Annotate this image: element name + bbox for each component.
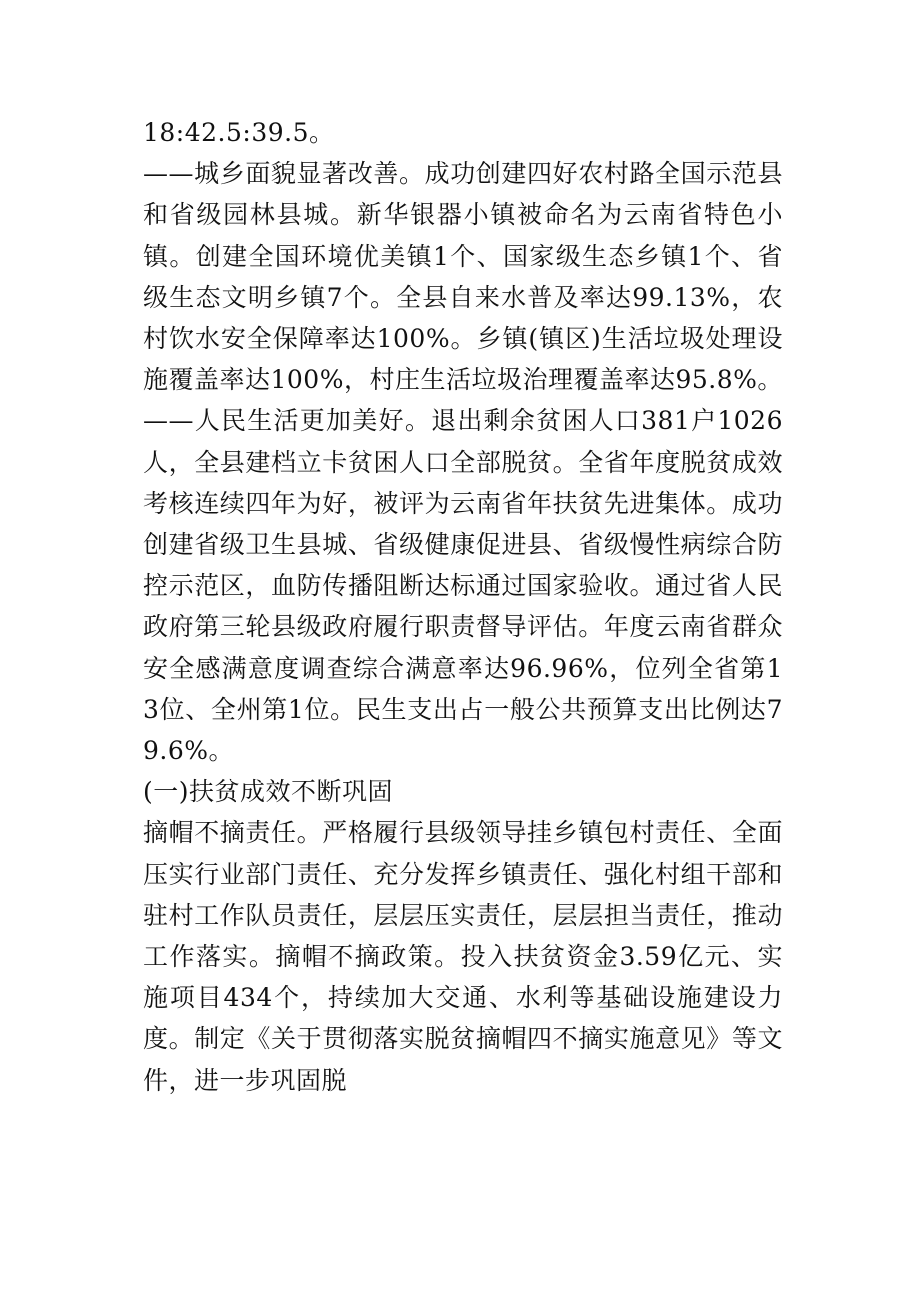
ratio-line: 18:42.5:39.5。 (143, 118, 335, 147)
document-body (143, 112, 783, 1101)
paragraph-responsibility: 摘帽不摘责任。严格履行县级领导挂乡镇包村责任、全面压实行业部门责任、充分发挥乡镇责任、强化村组干部和驻村工作队员责任，层层压实责任，层层担当责任，推动工作落实。摘帽不摘政策。投入扶贫资金3.59亿元、实施项目434个，持续加大交通、水利等基础设施建设力度。制定《关于贯彻落实脱贫摘帽四不摘实施意见》等文件，进一步巩固脱 (143, 818, 783, 1095)
paragraph-people-livelihood: ——人民生活更加美好。退出剩余贫困人口381户1026人，全县建档立卡贫困人口全部脱贫。全省年度脱贫成效考核连续四年为好，被评为云南省年扶贫先进集体。成功创建省级卫生县城、省级健康促进县、省级慢性病综合防控示范区，血防传播阻断达标通过国家验收。通过省人民政府第三轮县级政府履行职责督导评估。年度云南省群众安全感满意度调查综合满意率达96.96%，位列全省第13位、全州第1位。民生支出占一般公共预算支出比例达79.6%。 (143, 406, 783, 766)
section-heading-poverty: (一)扶贫成效不断巩固 (143, 777, 394, 807)
paragraph-urban-rural: ——城乡面貌显著改善。成功创建四好农村路全国示范县和省级园林县城。新华银器小镇被命名为云南省特色小镇。创建全国环境优美镇1个、国家级生态乡镇1个、省级生态文明乡镇7个。全县自来水普及率达99.13%，农村饮水安全保障率达100%。乡镇(镇区)生活垃圾处理设施覆盖率达100%，村庄生活垃圾治理覆盖率达95.8%。 (143, 159, 783, 395)
